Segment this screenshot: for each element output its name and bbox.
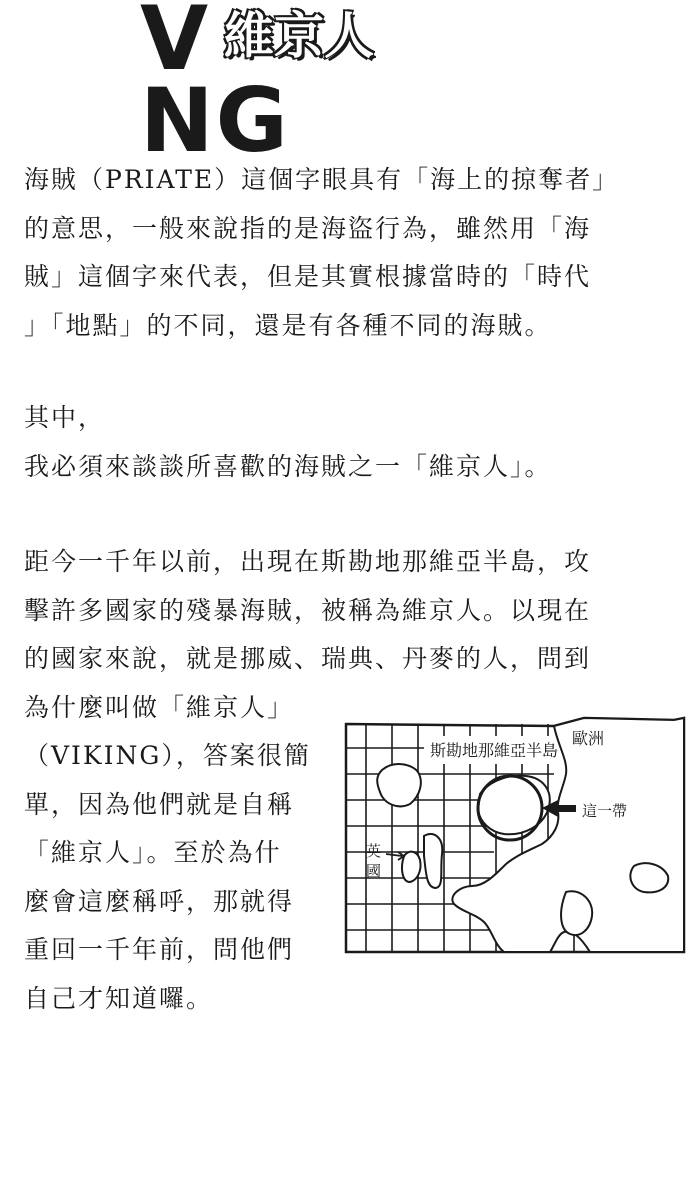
text-line: 單，因為他們就是自稱 — [24, 789, 295, 819]
title-letter-v: V — [140, 0, 211, 90]
paragraph-viking-mention — [24, 394, 552, 491]
text-line: 重回一千年前，問他們 — [24, 935, 295, 964]
map-label-europe: 歐洲 — [572, 729, 605, 748]
text-line: 自己才知道囉。 — [24, 983, 214, 1013]
text-line: 為什麼叫做「維京人」 — [24, 692, 295, 722]
map-label-uk-2: 國 — [366, 862, 382, 880]
text-line: 距今一千年以前，出現在斯勘地那維亞半島，攻 — [24, 547, 592, 576]
text-line: 擊許多國家的殘暴海賊，被稱為維京人。以現在 — [24, 595, 592, 625]
text-line: （VIKING），答案很簡 — [24, 741, 311, 770]
text-line: 的意思，一般來說指的是海盜行為，雖然用「海 — [24, 213, 592, 243]
hand-drawn-grid-map — [344, 716, 686, 954]
page-title — [140, 0, 510, 172]
title-letters-ng: NG — [140, 69, 290, 172]
title-chinese: 維京人 — [224, 7, 374, 65]
map-label-uk-1: 英 — [366, 842, 382, 860]
map-label-this-area: 這一帶 — [582, 802, 628, 820]
map-label-peninsula: 斯勘地那維亞半島 — [430, 741, 559, 760]
text-line: 的國家來說，就是挪威、瑞典、丹麥的人，問到 — [24, 644, 592, 673]
text-line: 「維京人」。至於為什 — [24, 838, 282, 867]
text-line: 其中， — [24, 403, 106, 432]
scandinavia-map-illustration — [344, 716, 686, 954]
text-line: 海賊（PRIATE）這個字眼具有「海上的掠奪者」 — [24, 165, 620, 194]
paragraph-intro — [24, 156, 619, 350]
text-line: 賊」這個字來代表，但是其實根據當時的「時代 — [24, 262, 592, 291]
text-line: 麼會這麼稱呼，那就得 — [24, 886, 295, 916]
text-line: 我必須來談談所喜歡的海賊之一「維京人」。 — [24, 451, 552, 481]
text-line: 」「地點」的不同，還是有各種不同的海賊。 — [24, 310, 552, 340]
